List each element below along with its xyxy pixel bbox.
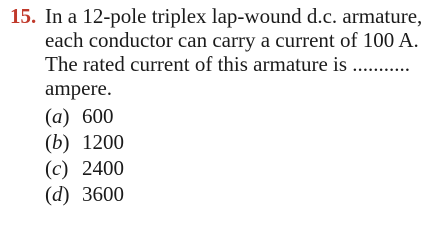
- answer-options: [45, 103, 124, 207]
- option-c[interactable]: [45, 155, 124, 181]
- option-b[interactable]: [45, 129, 124, 155]
- option-value: 1200: [82, 130, 124, 154]
- option-a[interactable]: [45, 103, 124, 129]
- option-label: (b): [45, 130, 70, 154]
- question-line: ampere.: [45, 76, 113, 100]
- option-label: (a): [45, 104, 70, 128]
- question-line: each conductor can carry a current of 100 A.: [45, 28, 419, 52]
- option-value: 3600: [82, 182, 124, 206]
- option-value: 600: [82, 104, 114, 128]
- option-label: (d): [45, 182, 70, 206]
- option-label: (c): [45, 156, 69, 180]
- question-line: The rated current of this armature is ...........: [45, 52, 411, 76]
- option-d[interactable]: [45, 181, 124, 207]
- question-text: [45, 4, 425, 100]
- question-line: In a 12-pole triplex lap-wound d.c. armature,: [45, 4, 423, 28]
- question-number: 15.: [10, 4, 37, 28]
- option-value: 2400: [82, 156, 124, 180]
